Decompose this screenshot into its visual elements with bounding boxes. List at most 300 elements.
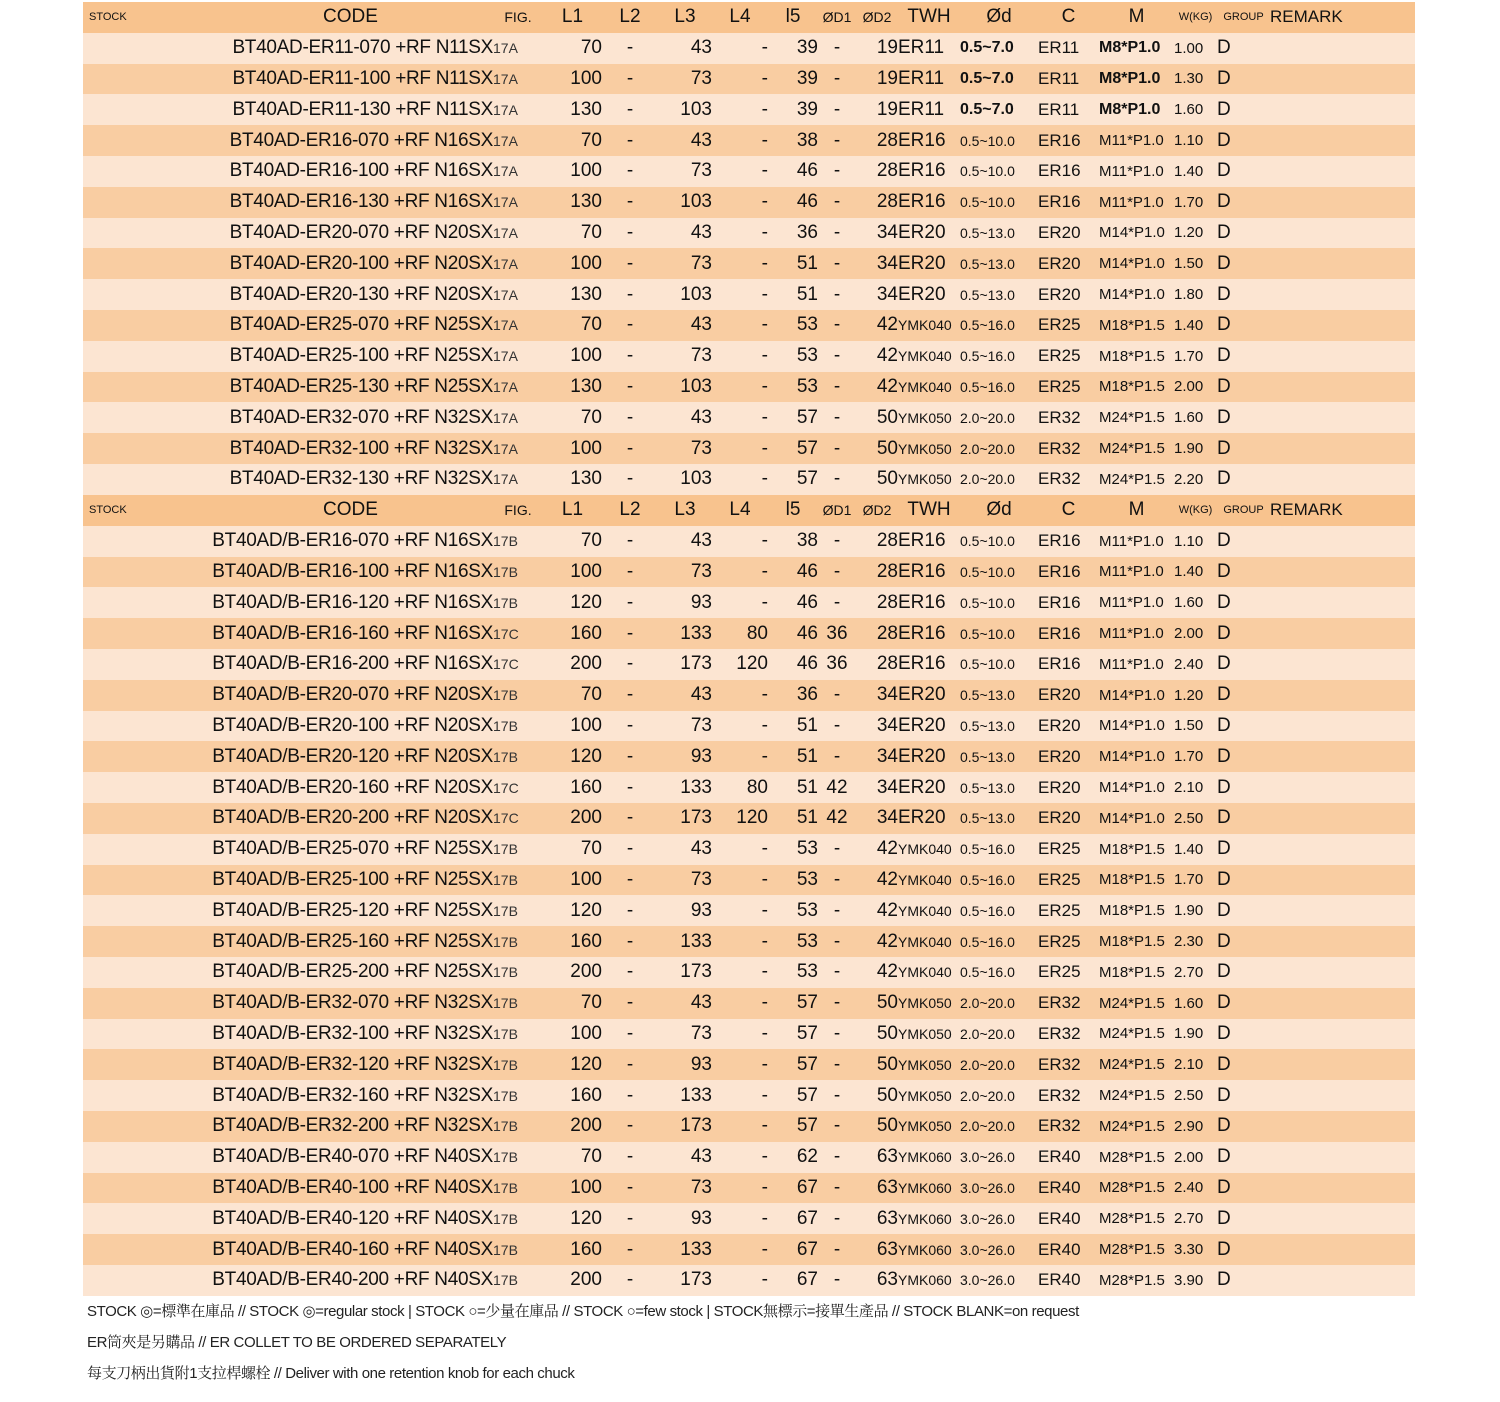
d2-cell: 50 [876,1115,898,1137]
group-cell: D [1217,283,1231,305]
l4-cell: - [761,1146,768,1168]
group-cell: D [1217,776,1231,798]
m-cell: M14*P1.0 [1099,686,1165,704]
header-c: C [1061,499,1076,521]
twh-cell: ER20 [898,221,946,243]
remark-cell [1270,1019,1415,1050]
stock-cell [83,988,208,1019]
l4-cell: - [761,1053,768,1075]
fig-cell: 17A [493,132,518,149]
l3-cell: 43 [690,838,712,860]
od-cell: 0.5~16.0 [960,348,1015,365]
table-row [83,187,1415,218]
c-cell: ER40 [1038,1208,1081,1228]
l4-cell: - [761,1269,768,1291]
l2-cell: - [626,776,634,798]
header-l2: L2 [619,499,641,521]
twh-cell: YMK050 [898,1087,952,1104]
l4-cell: - [761,67,768,89]
table-row [83,1173,1415,1204]
m-cell: M14*P1.0 [1099,255,1165,273]
m-cell: M18*P1.5 [1099,902,1165,920]
header-c: C [1061,6,1076,28]
l1-cell: 200 [570,807,602,829]
l5-cell: 39 [796,37,818,59]
fig-cell: 17B [493,964,518,981]
l4-cell: - [761,961,768,983]
group-cell: D [1217,899,1231,921]
od-cell: 2.0~20.0 [960,471,1015,488]
stock-cell [83,372,208,403]
l2-cell: - [626,807,634,829]
header-remark: REMARK [1270,500,1343,520]
l1-cell: 130 [570,98,602,120]
group-cell: D [1217,345,1231,367]
l1-cell: 200 [570,1269,602,1291]
weight-cell: 1.00 [1174,39,1204,57]
l4-cell: - [761,1084,768,1106]
l1-cell: 100 [570,437,602,459]
od-cell: 0.5~7.0 [960,100,1014,118]
m-cell: M18*P1.5 [1099,963,1165,981]
table-row [83,218,1415,249]
l1-cell: 100 [570,714,602,736]
stock-cell [83,803,208,834]
od-cell: 0.5~16.0 [960,317,1015,334]
table-row [83,64,1415,95]
fig-cell: 17A [493,286,518,303]
header-m: M [1128,499,1145,521]
table-row [83,895,1415,926]
header-l3: L3 [674,6,696,28]
m-cell: M28*P1.5 [1099,1241,1165,1259]
c-cell: ER25 [1038,315,1081,335]
l3-cell: 133 [680,622,712,644]
l1-cell: 100 [570,67,602,89]
c-cell: ER32 [1038,407,1081,427]
group-cell: D [1217,868,1231,890]
weight-cell: 1.20 [1174,224,1204,242]
l5-cell: 67 [796,1238,818,1260]
l2-cell: - [626,129,634,151]
l5-cell: 53 [796,930,818,952]
weight-cell: 2.00 [1174,1148,1204,1166]
d2-cell: 50 [876,1022,898,1044]
fig-cell: 17A [493,101,518,118]
l1-cell: 130 [570,191,602,213]
header-remark: REMARK [1270,7,1343,27]
l1-cell: 130 [570,375,602,397]
od-cell: 0.5~13.0 [960,748,1015,765]
l2-cell: - [626,375,634,397]
code-cell: BT40AD/B-ER20-070 +RF N20SX [212,684,493,706]
code-cell: BT40AD/B-ER16-070 +RF N16SX [212,530,493,552]
d2-cell: 19 [876,37,898,59]
l2-cell: - [626,283,634,305]
c-cell: ER20 [1038,808,1081,828]
header-fig: FIG. [504,502,532,519]
d1-cell: - [833,160,841,182]
m-cell: M24*P1.5 [1099,1117,1165,1135]
fig-cell: 17B [493,995,518,1012]
l4-cell: - [761,745,768,767]
c-cell: ER32 [1038,1054,1081,1074]
od-cell: 0.5~10.0 [960,656,1015,673]
l5-cell: 51 [796,283,818,305]
remark-cell [1270,1203,1415,1234]
l5-cell: 62 [796,1146,818,1168]
l4-cell: - [761,98,768,120]
l1-cell: 200 [570,1115,602,1137]
header-stock: STOCK [89,11,127,24]
stock-cell [83,1142,208,1173]
remark-cell [1270,64,1415,95]
fig-cell: 17A [493,378,518,395]
group-cell: D [1217,530,1231,552]
header-l2: L2 [619,6,641,28]
code-cell: BT40AD/B-ER16-200 +RF N16SX [212,653,493,675]
group-cell: D [1217,684,1231,706]
d1-cell: - [833,1084,841,1106]
fig-cell: 17B [493,1025,518,1042]
l4-cell: - [761,345,768,367]
d2-cell: 63 [876,1146,898,1168]
table-row [83,618,1415,649]
code-cell: BT40AD-ER32-100 +RF N32SX [229,437,493,459]
m-cell: M8*P1.0 [1099,39,1161,57]
d2-cell: 28 [876,160,898,182]
header-code: CODE [323,6,378,28]
d1-cell: - [833,1207,841,1229]
fig-cell: 17B [493,1272,518,1289]
l3-cell: 173 [680,1115,712,1137]
fig-cell: 17A [493,471,518,488]
twh-cell: YMK050 [898,1118,952,1135]
l2-cell: - [626,67,634,89]
code-cell: BT40AD/B-ER25-200 +RF N25SX [212,961,493,983]
d1-cell: - [833,221,841,243]
table-row [83,649,1415,680]
l3-cell: 43 [690,314,712,336]
d1-cell: - [833,530,841,552]
od-cell: 0.5~16.0 [960,902,1015,919]
l3-cell: 73 [690,1022,712,1044]
l2-cell: - [626,930,634,952]
weight-cell: 2.70 [1174,1210,1204,1228]
c-cell: ER25 [1038,839,1081,859]
l2-cell: - [626,684,634,706]
l1-cell: 100 [570,560,602,582]
l1-cell: 70 [580,684,602,706]
l1-cell: 130 [570,468,602,490]
twh-cell: ER16 [898,591,946,613]
c-cell: ER16 [1038,654,1081,674]
c-cell: ER20 [1038,777,1081,797]
m-cell: M24*P1.5 [1099,470,1165,488]
l5-cell: 53 [796,868,818,890]
m-cell: M11*P1.0 [1099,655,1164,673]
d2-cell: 42 [876,961,898,983]
table-row [83,587,1415,618]
l3-cell: 103 [680,191,712,213]
l4-cell: - [761,437,768,459]
l3-cell: 133 [680,776,712,798]
code-cell: BT40AD/B-ER32-160 +RF N32SX [212,1084,493,1106]
code-cell: BT40AD-ER20-130 +RF N20SX [229,283,493,305]
remark-cell [1270,1049,1415,1080]
c-cell: ER25 [1038,346,1081,366]
header-l5: l5 [785,499,801,521]
group-cell: D [1217,1207,1231,1229]
twh-cell: YMK060 [898,1149,952,1166]
code-cell: BT40AD-ER32-130 +RF N32SX [229,468,493,490]
d2-cell: 28 [876,129,898,151]
od-cell: 0.5~10.0 [960,132,1015,149]
l2-cell: - [626,961,634,983]
group-cell: D [1217,807,1231,829]
l2-cell: - [626,591,634,613]
m-cell: M28*P1.5 [1099,1271,1165,1289]
table-row [83,94,1415,125]
header-group: GROUP [1223,504,1264,517]
fig-cell: 17B [493,1149,518,1166]
m-cell: M28*P1.5 [1099,1179,1165,1197]
remark-cell [1270,248,1415,279]
stock-cell [83,1111,208,1142]
twh-cell: ER20 [898,684,946,706]
m-cell: M11*P1.0 [1099,132,1164,150]
twh-cell: YMK060 [898,1179,952,1196]
twh-cell: ER20 [898,776,946,798]
m-cell: M18*P1.5 [1099,840,1165,858]
table-row [83,1203,1415,1234]
twh-cell: YMK040 [898,964,952,981]
remark-cell [1270,834,1415,865]
weight-cell: 1.60 [1174,101,1204,119]
fig-cell: 17C [493,656,519,673]
m-cell: M14*P1.0 [1099,748,1165,766]
code-cell: BT40AD/B-ER40-100 +RF N40SX [212,1176,493,1198]
od-cell: 0.5~16.0 [960,871,1015,888]
remark-cell [1270,94,1415,125]
stock-cell [83,649,208,680]
fig-cell: 17B [493,933,518,950]
od-cell: 3.0~26.0 [960,1149,1015,1166]
code-cell: BT40AD/B-ER40-070 +RF N40SX [212,1146,493,1168]
od-cell: 0.5~10.0 [960,194,1015,211]
remark-cell [1270,218,1415,249]
group-cell: D [1217,992,1231,1014]
table-row [83,341,1415,372]
m-cell: M24*P1.5 [1099,994,1165,1012]
d2-cell: 42 [876,838,898,860]
d1-cell: - [833,468,841,490]
fig-cell: 17B [493,871,518,888]
weight-cell: 1.60 [1174,594,1204,612]
d1-cell: - [833,591,841,613]
twh-cell: YMK040 [898,933,952,950]
od-cell: 0.5~16.0 [960,378,1015,395]
header-twh: TWH [907,499,951,521]
weight-cell: 2.70 [1174,963,1204,981]
twh-cell: ER16 [898,129,946,151]
remark-cell [1270,618,1415,649]
l4-cell: - [761,838,768,860]
l1-cell: 70 [580,221,602,243]
code-cell: BT40AD-ER16-130 +RF N16SX [229,191,493,213]
d1-cell: - [833,714,841,736]
remark-cell [1270,372,1415,403]
d2-cell: 34 [876,252,898,274]
stock-cell [83,772,208,803]
l4-cell: - [761,283,768,305]
stock-cell [83,526,208,557]
l5-cell: 57 [796,406,818,428]
group-cell: D [1217,129,1231,151]
l3-cell: 93 [690,591,712,613]
header-weight: W(KG) [1178,11,1213,24]
d1-cell: - [833,899,841,921]
l2-cell: - [626,1084,634,1106]
c-cell: ER32 [1038,469,1081,489]
l3-cell: 43 [690,129,712,151]
l5-cell: 51 [796,252,818,274]
fig-cell: 17A [493,348,518,365]
weight-cell: 2.00 [1174,625,1204,643]
od-cell: 3.0~26.0 [960,1241,1015,1258]
header-group: GROUP [1223,11,1264,24]
d2-cell: 19 [876,98,898,120]
code-cell: BT40AD/B-ER16-100 +RF N16SX [212,560,493,582]
d2-cell: 42 [876,868,898,890]
c-cell: ER20 [1038,746,1081,766]
od-cell: 3.0~26.0 [960,1272,1015,1289]
table-row [83,926,1415,957]
remark-cell [1270,310,1415,341]
fig-cell: 17A [493,255,518,272]
group-cell: D [1217,37,1231,59]
l5-cell: 57 [796,1115,818,1137]
fig-cell: 17B [493,563,518,580]
d1-cell: - [833,992,841,1014]
l3-cell: 93 [690,1207,712,1229]
d2-cell: 42 [876,314,898,336]
table-row [83,1049,1415,1080]
l3-cell: 73 [690,67,712,89]
l2-cell: - [626,1269,634,1291]
l3-cell: 73 [690,1176,712,1198]
d2-cell: 63 [876,1176,898,1198]
od-cell: 0.5~13.0 [960,224,1015,241]
l5-cell: 53 [796,375,818,397]
l5-cell: 53 [796,961,818,983]
group-cell: D [1217,160,1231,182]
remark-cell [1270,187,1415,218]
remark-cell [1270,741,1415,772]
remark-cell [1270,464,1415,495]
twh-cell: ER11 [898,67,945,89]
d2-cell: 42 [876,899,898,921]
m-cell: M28*P1.5 [1099,1210,1165,1228]
stock-cell [83,464,208,495]
table-row [83,1265,1415,1296]
fig-cell: 17C [493,625,519,642]
d2-cell: 34 [876,221,898,243]
code-cell: BT40AD/B-ER32-200 +RF N32SX [212,1115,493,1137]
remark-cell [1270,711,1415,742]
code-cell: BT40AD-ER16-100 +RF N16SX [229,160,493,182]
l4-cell: - [761,1176,768,1198]
remark-cell [1270,526,1415,557]
c-cell: ER40 [1038,1147,1081,1167]
header-weight: W(KG) [1178,504,1213,517]
l2-cell: - [626,221,634,243]
l2-cell: - [626,899,634,921]
l3-cell: 73 [690,437,712,459]
remark-cell [1270,1265,1415,1296]
group-cell: D [1217,961,1231,983]
l5-cell: 38 [796,530,818,552]
fig-cell: 17B [493,1056,518,1073]
fig-cell: 17B [493,717,518,734]
l4-cell: - [761,930,768,952]
l2-cell: - [626,1238,634,1260]
m-cell: M24*P1.5 [1099,1025,1165,1043]
l4-cell: 80 [746,776,768,798]
d2-cell: 63 [876,1207,898,1229]
l2-cell: - [626,622,634,644]
twh-cell: ER16 [898,653,946,675]
table-row [83,1234,1415,1265]
fig-cell: 17C [493,810,519,827]
d1-cell: - [833,314,841,336]
m-cell: M18*P1.5 [1099,347,1165,365]
d2-cell: 34 [876,807,898,829]
remark-cell [1270,895,1415,926]
l5-cell: 67 [796,1207,818,1229]
fig-cell: 17B [493,1241,518,1258]
group-cell: D [1217,745,1231,767]
l5-cell: 36 [796,684,818,706]
d2-cell: 42 [876,930,898,952]
od-cell: 2.0~20.0 [960,1025,1015,1042]
m-cell: M24*P1.5 [1099,1087,1165,1105]
twh-cell: ER16 [898,191,946,213]
l4-cell: - [761,714,768,736]
weight-cell: 1.10 [1174,532,1204,550]
d1-cell: 36 [826,653,848,675]
stock-cell [83,94,208,125]
header-od: Ød [986,499,1012,521]
l2-cell: - [626,1176,634,1198]
d1-cell: - [833,838,841,860]
l3-cell: 173 [680,653,712,675]
m-cell: M11*P1.0 [1099,162,1164,180]
stock-cell [83,248,208,279]
l2-cell: - [626,653,634,675]
d1-cell: - [833,406,841,428]
l3-cell: 73 [690,714,712,736]
l4-cell: - [761,468,768,490]
table-header-row [83,495,1415,526]
remark-cell [1270,926,1415,957]
c-cell: ER25 [1038,931,1081,951]
l2-cell: - [626,406,634,428]
d1-cell: - [833,745,841,767]
d1-cell: - [833,67,841,89]
d2-cell: 42 [876,345,898,367]
l1-cell: 100 [570,345,602,367]
